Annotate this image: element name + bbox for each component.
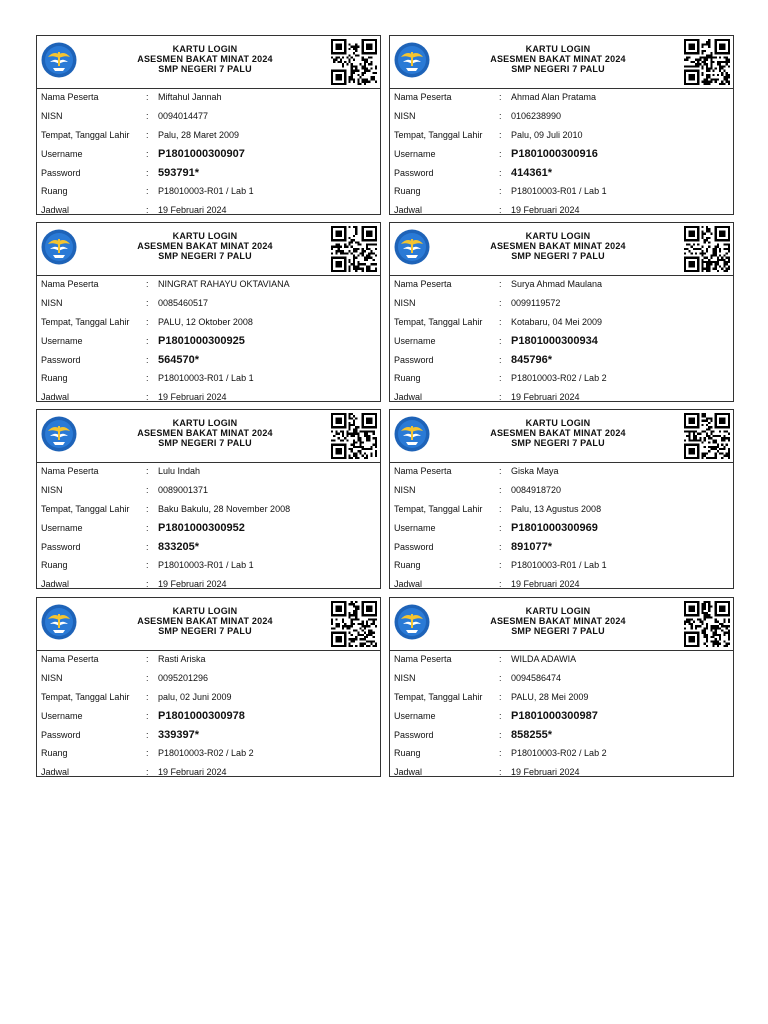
username-value: P1801000300907 xyxy=(158,147,245,160)
password-value: 339397* xyxy=(158,728,199,741)
jadwal-label: Jadwal xyxy=(394,767,423,778)
field-row-nisn xyxy=(37,107,380,126)
tut-wuri-handayani-logo-icon xyxy=(394,604,430,640)
field-row-nama-peserta xyxy=(37,650,380,669)
login-card xyxy=(36,597,381,777)
card-title xyxy=(97,418,313,448)
card-title-line-1: KARTU LOGIN xyxy=(172,418,238,428)
separator-colon: : xyxy=(499,373,502,384)
ruang-value: P18010003-R02 / Lab 2 xyxy=(511,373,607,384)
field-row-password xyxy=(390,537,733,556)
password-value: 833205* xyxy=(158,540,199,553)
tut-wuri-handayani-logo-icon xyxy=(41,42,77,78)
tempat-tanggal-lahir-label: Tempat, Tanggal Lahir xyxy=(394,316,483,327)
password-label: Password xyxy=(41,167,81,178)
card-title-line-2: ASESMEN BAKAT MINAT 2024 xyxy=(490,428,626,438)
field-row-tempat-tanggal-lahir xyxy=(390,126,733,145)
username-value: P1801000300987 xyxy=(511,709,598,722)
separator-colon: : xyxy=(146,503,149,514)
login-card xyxy=(36,222,381,402)
jadwal-label: Jadwal xyxy=(394,392,423,403)
password-label: Password xyxy=(394,167,434,178)
ruang-value: P18010003-R01 / Lab 1 xyxy=(511,186,607,197)
separator-colon: : xyxy=(146,167,149,178)
separator-colon: : xyxy=(499,673,502,684)
username-label: Username xyxy=(41,335,83,346)
card-fields xyxy=(37,462,380,594)
login-card xyxy=(389,597,734,777)
login-card xyxy=(389,35,734,215)
card-title xyxy=(97,231,313,261)
tut-wuri-handayani-logo-icon xyxy=(394,416,430,452)
nama-peserta-value: Rasti Ariska xyxy=(158,654,206,665)
card-fields xyxy=(37,650,380,782)
ruang-label: Ruang xyxy=(394,373,421,384)
separator-colon: : xyxy=(499,279,502,290)
username-value: P1801000300952 xyxy=(158,521,245,534)
tempat-tanggal-lahir-label: Tempat, Tanggal Lahir xyxy=(394,503,483,514)
tempat-tanggal-lahir-value: palu, 02 Juni 2009 xyxy=(158,691,232,702)
qr-code-icon xyxy=(331,601,377,647)
field-row-username xyxy=(390,706,733,725)
separator-colon: : xyxy=(146,186,149,197)
jadwal-label: Jadwal xyxy=(394,205,423,216)
separator-colon: : xyxy=(499,205,502,216)
card-fields xyxy=(390,650,733,782)
nisn-value: 0094586474 xyxy=(511,673,562,684)
field-row-username xyxy=(37,518,380,537)
separator-colon: : xyxy=(146,373,149,384)
ruang-value: P18010003-R01 / Lab 1 xyxy=(158,560,254,571)
field-row-nisn xyxy=(390,107,733,126)
separator-colon: : xyxy=(146,579,149,590)
card-title-line-2: ASESMEN BAKAT MINAT 2024 xyxy=(137,428,273,438)
field-row-password xyxy=(37,725,380,744)
nama-peserta-label: Nama Peserta xyxy=(394,92,452,103)
jadwal-value: 19 Februari 2024 xyxy=(511,392,580,403)
separator-colon: : xyxy=(146,522,149,533)
jadwal-value: 19 Februari 2024 xyxy=(511,579,580,590)
nama-peserta-value: Surya Ahmad Maulana xyxy=(511,279,603,290)
username-label: Username xyxy=(394,148,436,159)
card-title xyxy=(450,231,666,261)
login-card xyxy=(36,409,381,589)
nisn-value: 0084918720 xyxy=(511,485,562,496)
separator-colon: : xyxy=(499,748,502,759)
separator-colon: : xyxy=(146,485,149,496)
tempat-tanggal-lahir-label: Tempat, Tanggal Lahir xyxy=(394,129,483,140)
password-value: 891077* xyxy=(511,540,552,553)
tempat-tanggal-lahir-label: Tempat, Tanggal Lahir xyxy=(41,129,130,140)
field-row-jadwal xyxy=(37,763,380,782)
separator-colon: : xyxy=(146,466,149,477)
card-title xyxy=(97,606,313,636)
field-row-nama-peserta xyxy=(390,88,733,107)
nisn-value: 0089001371 xyxy=(158,485,209,496)
tempat-tanggal-lahir-value: Palu, 13 Agustus 2008 xyxy=(511,503,602,514)
field-row-username xyxy=(37,706,380,725)
username-label: Username xyxy=(394,710,436,721)
field-row-nama-peserta xyxy=(390,650,733,669)
field-row-password xyxy=(37,163,380,182)
field-row-tempat-tanggal-lahir xyxy=(37,688,380,707)
field-row-jadwal xyxy=(390,388,733,407)
tempat-tanggal-lahir-label: Tempat, Tanggal Lahir xyxy=(41,503,130,514)
tut-wuri-handayani-logo-icon xyxy=(394,229,430,265)
card-header xyxy=(37,36,380,89)
tut-wuri-handayani-logo-icon xyxy=(41,416,77,452)
field-row-nisn xyxy=(37,481,380,500)
separator-colon: : xyxy=(499,186,502,197)
nisn-label: NISN xyxy=(394,485,416,496)
field-row-ruang xyxy=(390,369,733,388)
card-title-line-1: KARTU LOGIN xyxy=(525,418,591,428)
jadwal-label: Jadwal xyxy=(394,579,423,590)
jadwal-label: Jadwal xyxy=(41,579,70,590)
nisn-value: 0095201296 xyxy=(158,673,209,684)
field-row-password xyxy=(37,537,380,556)
separator-colon: : xyxy=(499,92,502,103)
field-row-ruang xyxy=(37,744,380,763)
jadwal-value: 19 Februari 2024 xyxy=(158,392,227,403)
tempat-tanggal-lahir-label: Tempat, Tanggal Lahir xyxy=(41,316,130,327)
card-title xyxy=(450,418,666,448)
field-row-username xyxy=(37,331,380,350)
password-value: 593791* xyxy=(158,166,199,179)
password-value: 845796* xyxy=(511,353,552,366)
field-row-jadwal xyxy=(37,575,380,594)
password-label: Password xyxy=(394,354,434,365)
card-fields xyxy=(390,275,733,407)
nisn-value: 0094014477 xyxy=(158,111,209,122)
separator-colon: : xyxy=(146,354,149,365)
tempat-tanggal-lahir-label: Tempat, Tanggal Lahir xyxy=(394,691,483,702)
nama-peserta-label: Nama Peserta xyxy=(394,466,452,477)
nama-peserta-value: Giska Maya xyxy=(511,466,559,477)
username-value: P1801000300934 xyxy=(511,334,598,347)
username-label: Username xyxy=(41,148,83,159)
separator-colon: : xyxy=(499,729,502,740)
ruang-value: P18010003-R01 / Lab 1 xyxy=(158,186,254,197)
separator-colon: : xyxy=(146,298,149,309)
separator-colon: : xyxy=(146,673,149,684)
field-row-ruang xyxy=(390,744,733,763)
card-title-line-3: SMP NEGERI 7 PALU xyxy=(511,438,605,448)
separator-colon: : xyxy=(146,748,149,759)
field-row-jadwal xyxy=(390,575,733,594)
login-card xyxy=(389,409,734,589)
field-row-username xyxy=(390,144,733,163)
separator-colon: : xyxy=(499,298,502,309)
password-value: 858255* xyxy=(511,728,552,741)
separator-colon: : xyxy=(146,335,149,346)
qr-code-icon xyxy=(684,601,730,647)
card-title-line-3: SMP NEGERI 7 PALU xyxy=(158,438,252,448)
password-value: 414361* xyxy=(511,166,552,179)
ruang-label: Ruang xyxy=(41,373,68,384)
nisn-label: NISN xyxy=(394,673,416,684)
qr-code-icon xyxy=(331,226,377,272)
field-row-tempat-tanggal-lahir xyxy=(390,688,733,707)
card-title-line-1: KARTU LOGIN xyxy=(172,44,238,54)
ruang-label: Ruang xyxy=(41,748,68,759)
field-row-password xyxy=(390,350,733,369)
separator-colon: : xyxy=(146,691,149,702)
nisn-label: NISN xyxy=(41,485,63,496)
card-header xyxy=(390,410,733,463)
card-title-line-2: ASESMEN BAKAT MINAT 2024 xyxy=(490,616,626,626)
tempat-tanggal-lahir-value: Kotabaru, 04 Mei 2009 xyxy=(511,316,603,327)
username-value: P1801000300969 xyxy=(511,521,598,534)
card-header xyxy=(37,223,380,276)
qr-code-icon xyxy=(684,39,730,85)
username-value: P1801000300916 xyxy=(511,147,598,160)
separator-colon: : xyxy=(499,167,502,178)
nisn-label: NISN xyxy=(41,111,63,122)
card-title-line-3: SMP NEGERI 7 PALU xyxy=(511,626,605,636)
card-title-line-2: ASESMEN BAKAT MINAT 2024 xyxy=(137,616,273,626)
ruang-value: P18010003-R02 / Lab 2 xyxy=(158,748,254,759)
separator-colon: : xyxy=(499,767,502,778)
separator-colon: : xyxy=(146,392,149,403)
nama-peserta-label: Nama Peserta xyxy=(41,466,99,477)
ruang-label: Ruang xyxy=(41,560,68,571)
nisn-label: NISN xyxy=(41,298,63,309)
card-fields xyxy=(390,88,733,220)
field-row-password xyxy=(390,725,733,744)
field-row-nama-peserta xyxy=(390,275,733,294)
qr-code-icon xyxy=(684,413,730,459)
nama-peserta-label: Nama Peserta xyxy=(41,92,99,103)
card-header xyxy=(37,598,380,651)
username-label: Username xyxy=(394,522,436,533)
card-title-line-3: SMP NEGERI 7 PALU xyxy=(158,64,252,74)
separator-colon: : xyxy=(146,729,149,740)
password-label: Password xyxy=(394,729,434,740)
jadwal-value: 19 Februari 2024 xyxy=(158,205,227,216)
card-title-line-1: KARTU LOGIN xyxy=(525,606,591,616)
jadwal-label: Jadwal xyxy=(41,767,70,778)
card-title-line-1: KARTU LOGIN xyxy=(172,606,238,616)
field-row-nama-peserta xyxy=(37,88,380,107)
separator-colon: : xyxy=(499,335,502,346)
tut-wuri-handayani-logo-icon xyxy=(41,229,77,265)
password-value: 564570* xyxy=(158,353,199,366)
field-row-nisn xyxy=(37,669,380,688)
nama-peserta-value: Ahmad Alan Pratama xyxy=(511,92,597,103)
ruang-value: P18010003-R02 / Lab 2 xyxy=(511,748,607,759)
separator-colon: : xyxy=(499,560,502,571)
card-title-line-1: KARTU LOGIN xyxy=(525,44,591,54)
card-title-line-1: KARTU LOGIN xyxy=(172,231,238,241)
card-title-line-2: ASESMEN BAKAT MINAT 2024 xyxy=(137,54,273,64)
card-title xyxy=(450,44,666,74)
separator-colon: : xyxy=(146,111,149,122)
card-title-line-3: SMP NEGERI 7 PALU xyxy=(511,64,605,74)
separator-colon: : xyxy=(499,466,502,477)
separator-colon: : xyxy=(146,316,149,327)
nama-peserta-label: Nama Peserta xyxy=(394,279,452,290)
ruang-value: P18010003-R01 / Lab 1 xyxy=(511,560,607,571)
field-row-username xyxy=(390,518,733,537)
separator-colon: : xyxy=(146,710,149,721)
nisn-label: NISN xyxy=(394,298,416,309)
username-label: Username xyxy=(394,335,436,346)
nama-peserta-value: WILDA ADAWIA xyxy=(511,654,577,665)
qr-code-icon xyxy=(331,39,377,85)
tempat-tanggal-lahir-label: Tempat, Tanggal Lahir xyxy=(41,691,130,702)
separator-colon: : xyxy=(499,654,502,665)
qr-code-icon xyxy=(331,413,377,459)
field-row-ruang xyxy=(390,182,733,201)
nama-peserta-label: Nama Peserta xyxy=(41,279,99,290)
username-value: P1801000300978 xyxy=(158,709,245,722)
card-header xyxy=(390,223,733,276)
field-row-password xyxy=(390,163,733,182)
field-row-nama-peserta xyxy=(37,275,380,294)
separator-colon: : xyxy=(499,541,502,552)
password-label: Password xyxy=(41,541,81,552)
separator-colon: : xyxy=(146,560,149,571)
field-row-username xyxy=(390,331,733,350)
field-row-nisn xyxy=(37,294,380,313)
separator-colon: : xyxy=(499,485,502,496)
field-row-ruang xyxy=(37,369,380,388)
card-title-line-2: ASESMEN BAKAT MINAT 2024 xyxy=(137,241,273,251)
separator-colon: : xyxy=(499,316,502,327)
separator-colon: : xyxy=(146,654,149,665)
card-title-line-1: KARTU LOGIN xyxy=(525,231,591,241)
field-row-tempat-tanggal-lahir xyxy=(37,500,380,519)
nisn-label: NISN xyxy=(41,673,63,684)
username-label: Username xyxy=(41,710,83,721)
separator-colon: : xyxy=(146,205,149,216)
card-title-line-2: ASESMEN BAKAT MINAT 2024 xyxy=(490,241,626,251)
tut-wuri-handayani-logo-icon xyxy=(41,604,77,640)
separator-colon: : xyxy=(499,354,502,365)
separator-colon: : xyxy=(499,111,502,122)
nama-peserta-value: NINGRAT RAHAYU OKTAVIANA xyxy=(158,279,290,290)
separator-colon: : xyxy=(146,148,149,159)
jadwal-value: 19 Februari 2024 xyxy=(158,579,227,590)
nama-peserta-value: Miftahul Jannah xyxy=(158,92,222,103)
qr-code-icon xyxy=(684,226,730,272)
field-row-nisn xyxy=(390,481,733,500)
nisn-value: 0106238990 xyxy=(511,111,562,122)
field-row-tempat-tanggal-lahir xyxy=(390,313,733,332)
field-row-tempat-tanggal-lahir xyxy=(37,126,380,145)
card-header xyxy=(37,410,380,463)
card-header xyxy=(390,36,733,89)
card-title-line-3: SMP NEGERI 7 PALU xyxy=(511,251,605,261)
separator-colon: : xyxy=(146,767,149,778)
ruang-label: Ruang xyxy=(394,748,421,759)
field-row-ruang xyxy=(37,182,380,201)
card-title-line-3: SMP NEGERI 7 PALU xyxy=(158,251,252,261)
nama-peserta-label: Nama Peserta xyxy=(41,654,99,665)
tut-wuri-handayani-logo-icon xyxy=(394,42,430,78)
field-row-jadwal xyxy=(390,201,733,220)
username-label: Username xyxy=(41,522,83,533)
separator-colon: : xyxy=(499,503,502,514)
card-title-line-2: ASESMEN BAKAT MINAT 2024 xyxy=(490,54,626,64)
tempat-tanggal-lahir-value: Palu, 09 Juli 2010 xyxy=(511,129,583,140)
password-label: Password xyxy=(41,354,81,365)
field-row-nisn xyxy=(390,294,733,313)
card-title xyxy=(97,44,313,74)
ruang-value: P18010003-R01 / Lab 1 xyxy=(158,373,254,384)
card-title xyxy=(450,606,666,636)
field-row-nama-peserta xyxy=(390,462,733,481)
field-row-jadwal xyxy=(37,201,380,220)
nisn-value: 0085460517 xyxy=(158,298,209,309)
field-row-nama-peserta xyxy=(37,462,380,481)
card-title-line-3: SMP NEGERI 7 PALU xyxy=(158,626,252,636)
nama-peserta-value: Lulu Indah xyxy=(158,466,201,477)
nisn-label: NISN xyxy=(394,111,416,122)
separator-colon: : xyxy=(499,148,502,159)
field-row-jadwal xyxy=(37,388,380,407)
jadwal-value: 19 Februari 2024 xyxy=(511,205,580,216)
field-row-tempat-tanggal-lahir xyxy=(37,313,380,332)
jadwal-value: 19 Februari 2024 xyxy=(158,767,227,778)
separator-colon: : xyxy=(146,92,149,103)
separator-colon: : xyxy=(499,710,502,721)
nama-peserta-label: Nama Peserta xyxy=(394,654,452,665)
ruang-label: Ruang xyxy=(41,186,68,197)
field-row-ruang xyxy=(37,556,380,575)
login-card xyxy=(36,35,381,215)
separator-colon: : xyxy=(499,579,502,590)
separator-colon: : xyxy=(499,522,502,533)
field-row-username xyxy=(37,144,380,163)
tempat-tanggal-lahir-value: Palu, 28 Maret 2009 xyxy=(158,129,240,140)
separator-colon: : xyxy=(146,279,149,290)
tempat-tanggal-lahir-value: Baku Bakulu, 28 November 2008 xyxy=(158,503,291,514)
field-row-jadwal xyxy=(390,763,733,782)
separator-colon: : xyxy=(146,129,149,140)
field-row-password xyxy=(37,350,380,369)
username-value: P1801000300925 xyxy=(158,334,245,347)
jadwal-label: Jadwal xyxy=(41,392,70,403)
field-row-nisn xyxy=(390,669,733,688)
separator-colon: : xyxy=(499,129,502,140)
separator-colon: : xyxy=(146,541,149,552)
password-label: Password xyxy=(394,541,434,552)
card-fields xyxy=(37,275,380,407)
tempat-tanggal-lahir-value: PALU, 12 Oktober 2008 xyxy=(158,316,253,327)
nisn-value: 0099119572 xyxy=(511,298,561,309)
jadwal-value: 19 Februari 2024 xyxy=(511,767,580,778)
ruang-label: Ruang xyxy=(394,560,421,571)
tempat-tanggal-lahir-value: PALU, 28 Mei 2009 xyxy=(511,691,589,702)
password-label: Password xyxy=(41,729,81,740)
separator-colon: : xyxy=(499,691,502,702)
card-header xyxy=(390,598,733,651)
field-row-tempat-tanggal-lahir xyxy=(390,500,733,519)
separator-colon: : xyxy=(499,392,502,403)
jadwal-label: Jadwal xyxy=(41,205,70,216)
login-card xyxy=(389,222,734,402)
ruang-label: Ruang xyxy=(394,186,421,197)
card-fields xyxy=(37,88,380,220)
field-row-ruang xyxy=(390,556,733,575)
card-fields xyxy=(390,462,733,594)
